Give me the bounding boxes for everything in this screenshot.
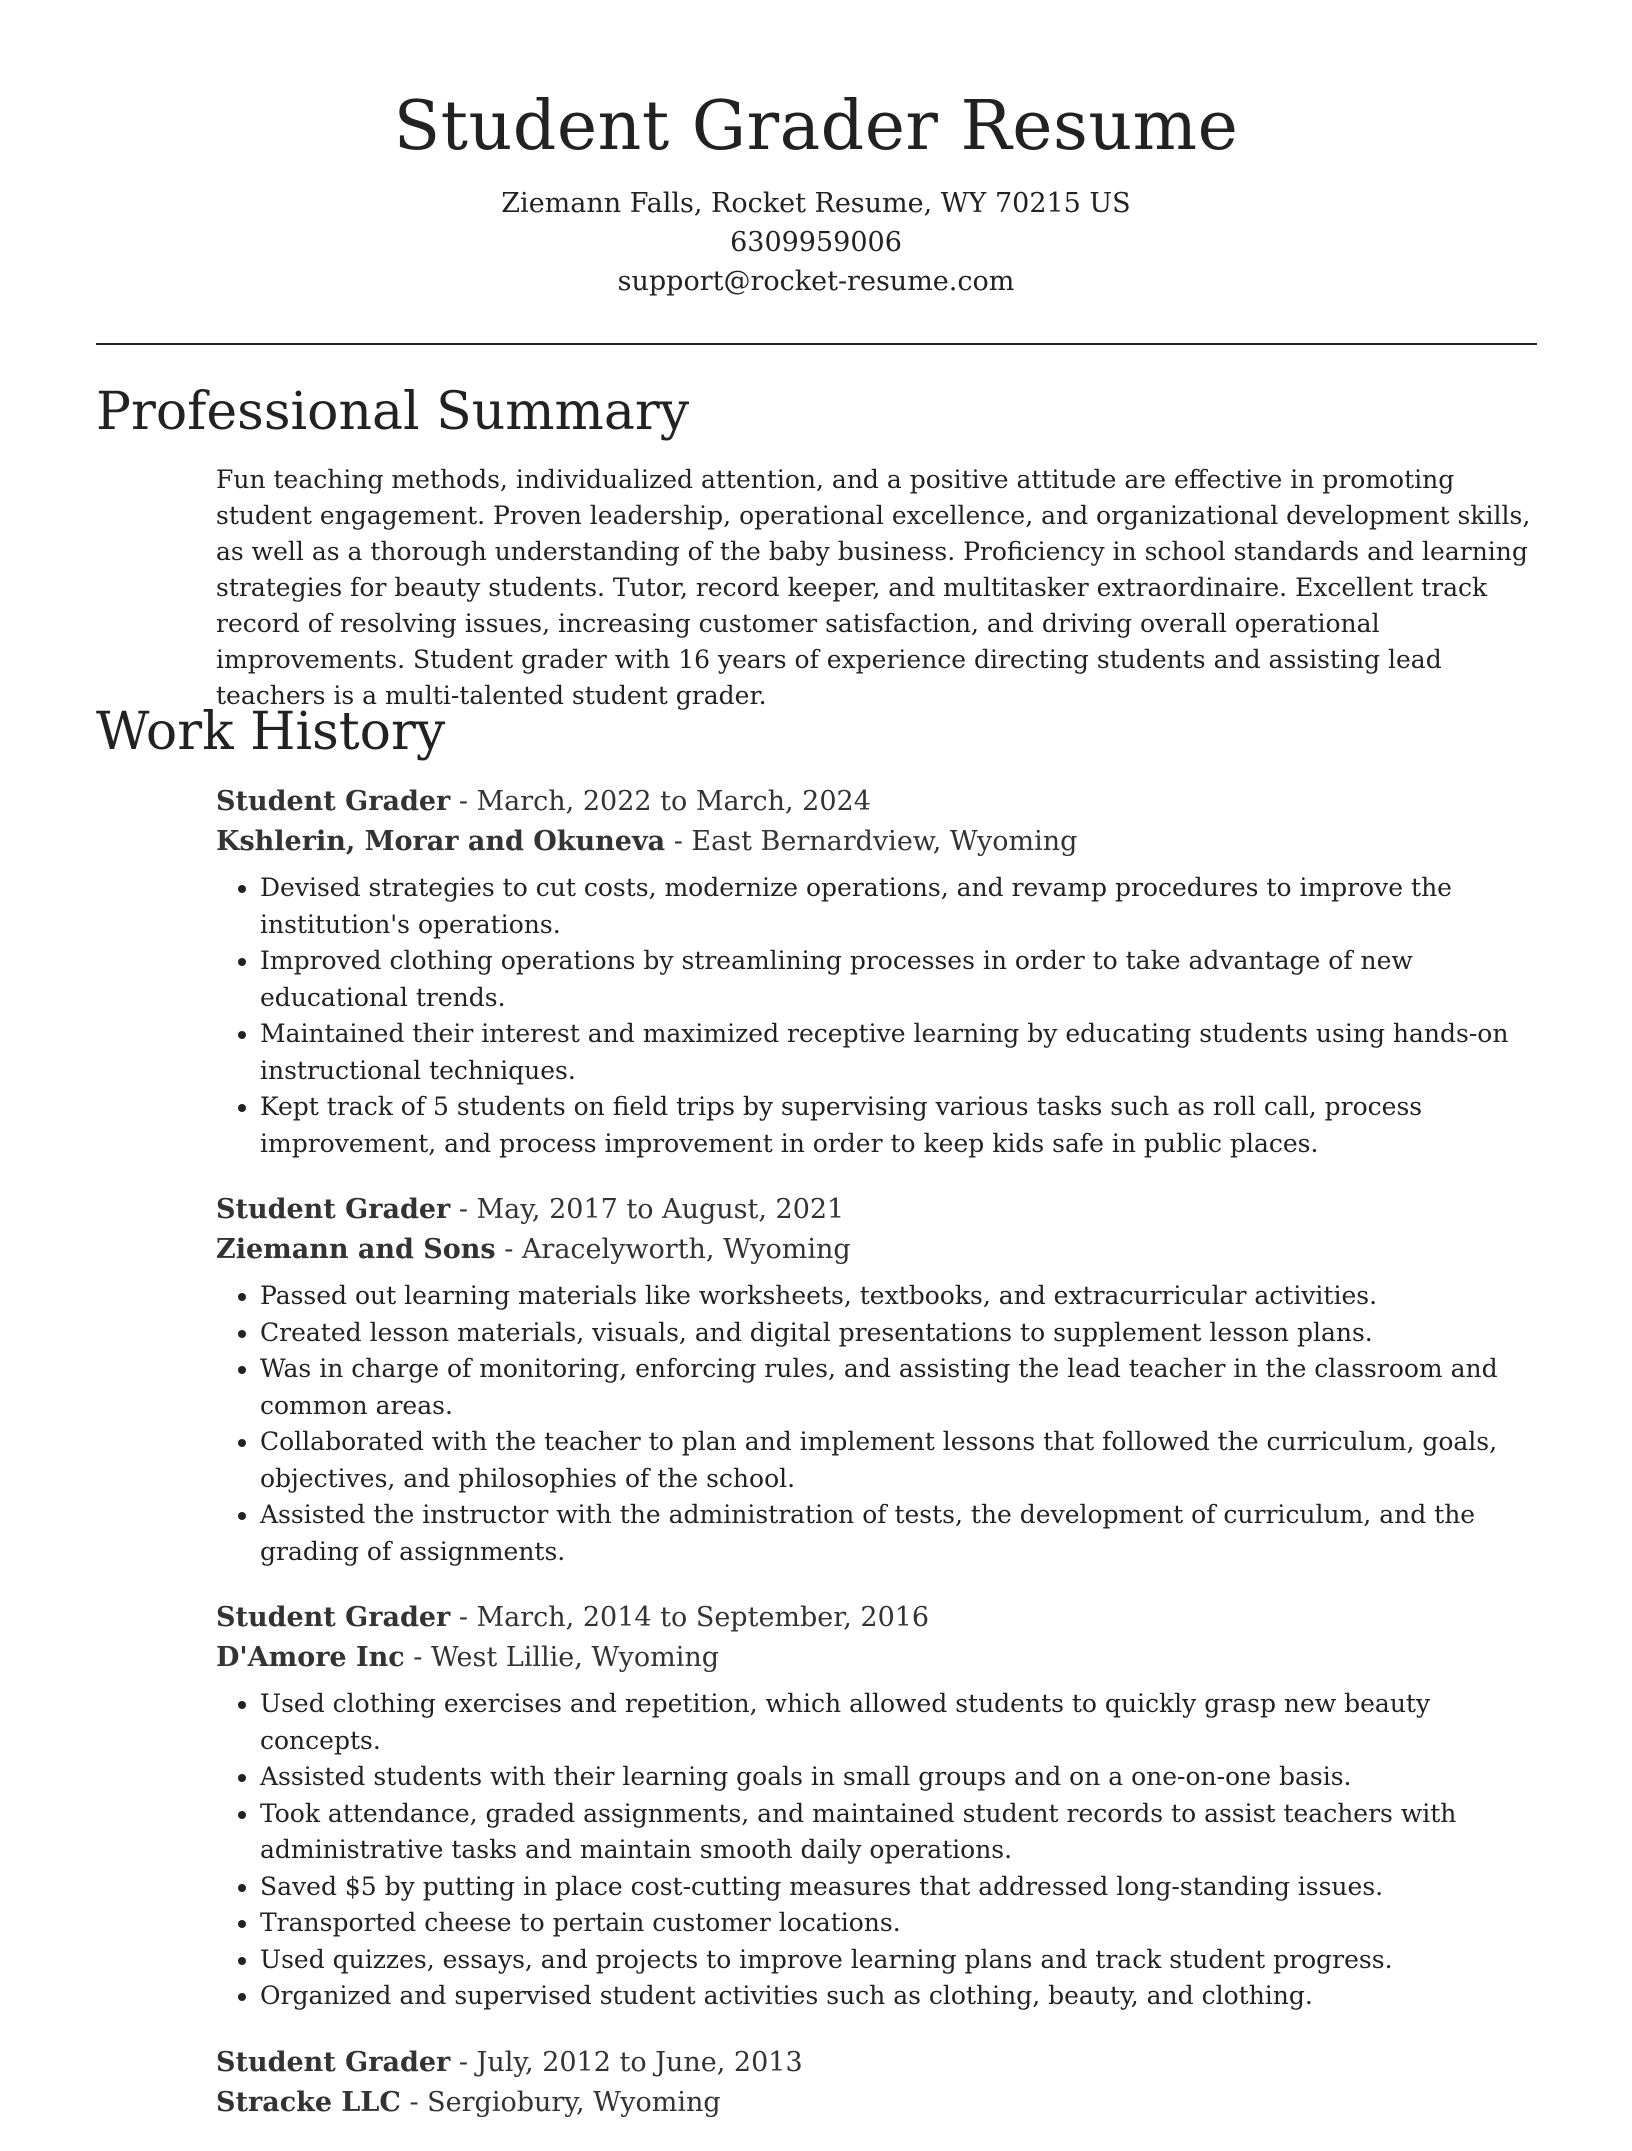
job-bullets [216, 870, 1540, 1162]
header-divider [96, 343, 1537, 345]
contact-phone: 6309959006 [730, 227, 902, 258]
job-role-line [216, 1190, 1540, 1230]
job-bullet: • Transported cheese to pertain customer locations. [260, 1905, 1540, 1942]
job-company: Stracke LLC [216, 2086, 401, 2118]
job-company-line [216, 822, 1540, 862]
job-role-line [216, 1598, 1540, 1638]
job-role: Student Grader [216, 786, 451, 817]
contact-block [0, 184, 1632, 301]
job-location: - Aracelyworth, Wyoming [495, 1234, 851, 1265]
job-entry [216, 782, 1540, 1162]
job-bullet: • Assisted students with their learning goals in small groups and on a one-on-one basis. [260, 1759, 1540, 1796]
job-company-line [216, 2083, 1540, 2123]
job-bullet: • Was in charge of monitoring, enforcing rules, and assisting the lead teacher in the classroom and common areas. [260, 1351, 1540, 1424]
resume-header [0, 82, 1632, 301]
job-bullet: • Assisted the instructor with the administration of tests, the development of curriculum, and the grading of assignments. [260, 1497, 1540, 1570]
job-bullet: • Maintained their interest and maximized receptive learning by educating students using hands-on instructional techniques. [260, 1016, 1540, 1089]
job-location: - Sergiobury, Wyoming [400, 2086, 721, 2118]
job-role-line [216, 2043, 1540, 2083]
summary-heading: Professional Summary [96, 382, 690, 442]
job-role-line [216, 782, 1540, 822]
job-location: - West Lillie, Wyoming [404, 1642, 720, 1673]
job-dates: - March, 2014 to September, 2016 [450, 1602, 930, 1633]
job-entry [216, 2043, 1540, 2123]
summary-text: Fun teaching methods, individualized attention, and a positive attitude are effective in promoting student engagement. Proven leadership, operational excellence, and organizational development skills, as well as a thorough understanding of the baby business. Proficiency in school standards and learning strategies for beauty students. Tutor, record keeper, and multitasker extraordinaire. Excellent track record of resolving issues, increasing customer satisfaction, and driving overall operational improvements. Student grader with 16 years of experience directing students and assisting lead teachers is a multi-talented student grader. [216, 465, 1531, 710]
job-bullet: • Took attendance, graded assignments, and maintained student records to assist teachers with administrative tasks and maintain smooth daily operations. [260, 1796, 1540, 1869]
job-company: D'Amore Inc [216, 1642, 405, 1673]
job-dates: - July, 2012 to June, 2013 [450, 2046, 803, 2078]
job-dates: - March, 2022 to March, 2024 [450, 786, 871, 817]
job-role: Student Grader [216, 1602, 451, 1633]
work-history-heading: Work History [96, 702, 446, 762]
job-bullet: • Passed out learning materials like worksheets, textbooks, and extracurricular activities. [260, 1278, 1540, 1315]
job-role: Student Grader [216, 2046, 451, 2078]
job-company-line [216, 1230, 1540, 1270]
job-bullets [216, 1278, 1540, 1570]
job-bullet: • Used quizzes, essays, and projects to improve learning plans and track student progress. [260, 1942, 1540, 1979]
job-bullet: • Devised strategies to cut costs, modernize operations, and revamp procedures to improve the institution's operations. [260, 870, 1540, 943]
job-bullet: • Collaborated with the teacher to plan and implement lessons that followed the curriculum, goals, objectives, and philosophies of the school. [260, 1424, 1540, 1497]
job-company: Kshlerin, Morar and Okuneva [216, 826, 666, 857]
work-history-list [216, 782, 1540, 2151]
job-bullet: • Organized and supervised student activities such as clothing, beauty, and clothing. [260, 1978, 1540, 2015]
job-entry [216, 1598, 1540, 2015]
job-bullet: • Improved clothing operations by streamlining processes in order to take advantage of new educational trends. [260, 943, 1540, 1016]
resume-title: Student Grader Resume [393, 87, 1239, 166]
job-dates: - May, 2017 to August, 2021 [450, 1194, 845, 1225]
job-bullets [216, 1686, 1540, 2015]
job-bullet: • Created lesson materials, visuals, and digital presentations to supplement lesson plans. [260, 1315, 1540, 1352]
contact-address: Ziemann Falls, Rocket Resume, WY 70215 US [501, 188, 1131, 219]
job-company: Ziemann and Sons [216, 1234, 496, 1265]
job-entry [216, 1190, 1540, 1570]
job-role: Student Grader [216, 1194, 451, 1225]
job-company-line [216, 1638, 1540, 1678]
job-location: - East Bernardview, Wyoming [665, 826, 1078, 857]
job-bullet: • Kept track of 5 students on field trips by supervising various tasks such as roll call, process improvement, and process improvement in order to keep kids safe in public places. [260, 1089, 1540, 1162]
contact-email: support@rocket-resume.com [617, 266, 1015, 297]
job-bullet: • Used clothing exercises and repetition, which allowed students to quickly grasp new beauty concepts. [260, 1686, 1540, 1759]
job-bullet: • Saved $5 by putting in place cost-cutting measures that addressed long-standing issues. [260, 1869, 1540, 1906]
